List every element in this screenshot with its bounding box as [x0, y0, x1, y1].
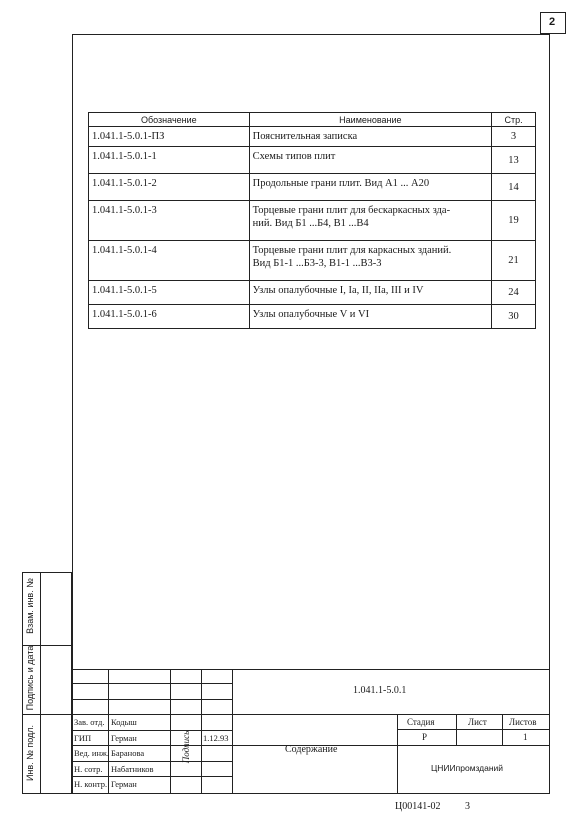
row-name-line2: Вид Б1-1 ...Б3-3, В1-1 ...В3-3 [252, 258, 382, 269]
stamp-col [108, 669, 109, 794]
stamp-col [201, 669, 202, 794]
row-name [249, 241, 491, 281]
side-stamp-divider [40, 572, 41, 794]
row-page: 19 [492, 201, 536, 241]
row-name-line1: Торцевые грани плит для каркасных зданий. [252, 245, 452, 256]
side-label-inv-orig: Инв. № подл. [25, 724, 35, 782]
table-header-row [89, 113, 536, 127]
row-name: Схемы типов плит [249, 147, 491, 174]
row-page: 3 [492, 127, 536, 147]
stamp-role: Н. контр. [74, 779, 108, 789]
row-page: 14 [492, 174, 536, 201]
row-name: Продольные грани плит. Вид А1 ... А20 [249, 174, 491, 201]
stamp-person: Герман [111, 779, 137, 789]
stamp-rule [72, 761, 232, 762]
stamp-rule [72, 714, 550, 715]
stamp-organization: ЦНИИпромзданий [431, 763, 504, 773]
stamp-col [232, 669, 233, 794]
row-page: 13 [492, 147, 536, 174]
footer-code: Ц00141-02 [395, 801, 441, 812]
stamp-rule [72, 730, 232, 731]
row-designation: 1.041.1-5.0.1-3 [89, 201, 250, 241]
row-page: 30 [492, 305, 536, 329]
stamp-role: Вед. инж. [74, 748, 110, 758]
row-designation: 1.041.1-5.0.1-5 [89, 281, 250, 305]
stamp-role: Н. сотр. [74, 764, 103, 774]
stamp-stage-value: Р [422, 732, 428, 742]
side-label-inv-replace: Взам. инв. № [25, 578, 35, 634]
row-designation: 1.041.1-5.0.1-ПЗ [89, 127, 250, 147]
table-row [89, 201, 536, 241]
row-name: Узлы опалубочные V и VI [249, 305, 491, 329]
row-name: Пояснительная записка [249, 127, 491, 147]
row-designation: 1.041.1-5.0.1-2 [89, 174, 250, 201]
row-name: Узлы опалубочные I, Iа, II, IIа, III и IV [249, 281, 491, 305]
stamp-top-rule [72, 669, 550, 670]
stamp-role: Зав. отд. [74, 717, 105, 727]
stamp-doc-code: 1.041.1-5.0.1 [353, 685, 407, 696]
table-row [89, 305, 536, 329]
stamp-rule [397, 729, 550, 730]
row-name-line1: Торцевые грани плит для бескаркасных зда- [252, 205, 451, 216]
row-page: 24 [492, 281, 536, 305]
stamp-date: 1.12.93 [203, 733, 229, 743]
stamp-role: ГИП [74, 733, 92, 743]
stamp-title: Содержание [285, 744, 338, 755]
contents-table [88, 112, 536, 329]
stamp-sheets-value: 1 [523, 732, 528, 742]
table-row [89, 241, 536, 281]
stamp-person: Набатников [111, 764, 154, 774]
row-name-line2: ний. Вид Б1 ...Б4, В1 ...В4 [252, 218, 369, 229]
stamp-rule [72, 699, 232, 700]
stamp-sign-label: Подпись [181, 730, 191, 764]
table-row [89, 281, 536, 305]
header-designation: Обозначение [89, 113, 250, 127]
stamp-stage-label: Стадия [407, 717, 435, 727]
table-row [89, 174, 536, 201]
row-page: 21 [492, 241, 536, 281]
stamp-col [397, 714, 398, 794]
table-row [89, 147, 536, 174]
stamp-sheets-label: Листов [509, 717, 537, 727]
row-name [249, 201, 491, 241]
side-label-sign-date: Подпись и дата [25, 645, 35, 711]
stamp-person: Баранова [111, 748, 145, 758]
table-row [89, 127, 536, 147]
row-designation: 1.041.1-5.0.1-4 [89, 241, 250, 281]
stamp-person: Герман [111, 733, 137, 743]
stamp-person: Кодыш [111, 717, 137, 727]
footer-number: 3 [465, 801, 470, 812]
stamp-rule [72, 776, 232, 777]
row-designation: 1.041.1-5.0.1-1 [89, 147, 250, 174]
stamp-rule [72, 683, 232, 684]
stamp-sheet-label: Лист [468, 717, 487, 727]
header-page: Стр. [492, 113, 536, 127]
row-designation: 1.041.1-5.0.1-6 [89, 305, 250, 329]
header-name: Наименование [249, 113, 491, 127]
page-number: 2 [549, 16, 556, 28]
stamp-col [170, 669, 171, 794]
